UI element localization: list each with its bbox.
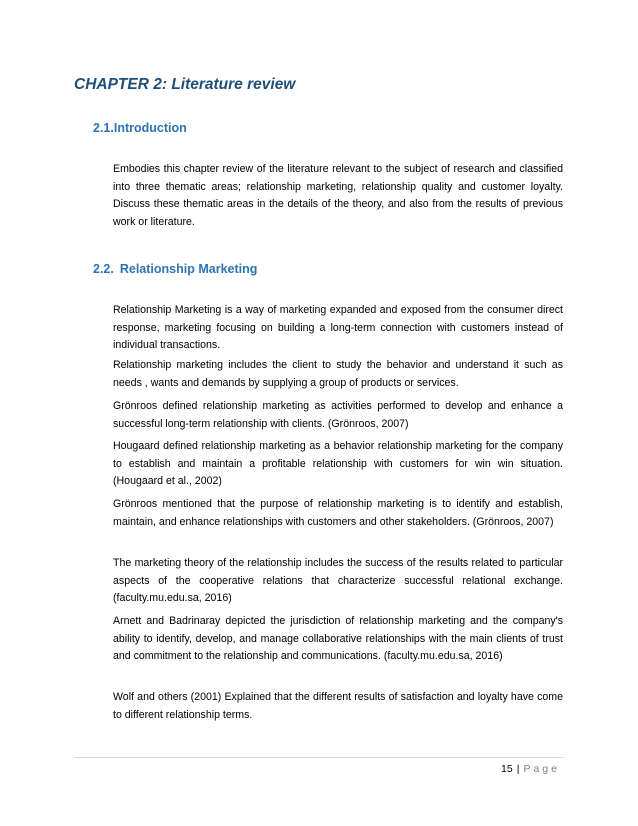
- section-title: Introduction: [113, 121, 187, 135]
- section-heading-relationship-marketing: [93, 262, 257, 276]
- paragraph: Embodies this chapter review of the literature relevant to the subject of research and classified into three thematic areas; relationship marketing, relationship quality and customer loyalty. Discuss these thematic areas in the details of the theory, and also from the results of previous work or literature.: [113, 163, 563, 228]
- paragraph: Relationship Marketing is a way of marketing expanded and exposed from the consumer direct response, marketing focusing on building a long-term connection with customers instead of individual transactions.: [113, 304, 563, 352]
- section-number: 2.1.: [93, 121, 114, 135]
- page-footer: [501, 763, 560, 775]
- paragraph: Arnett and Badrinaray depicted the jurisdiction of relationship marketing and the company's ability to identify, develop, and manage collaborative relationships with the main clients of trust and commitment to the relationship and communications. (faculty.mu.edu.sa, 2016): [113, 615, 563, 663]
- footer-separator: |: [516, 763, 520, 775]
- section-number: 2.2.: [93, 262, 114, 276]
- paragraph: Hougaard defined relationship marketing as a behavior relationship marketing for the company to establish and maintain a profitable relationship with customers for win win situation. (Hougaard et al., 2002): [113, 440, 563, 488]
- paragraph: Grönroos mentioned that the purpose of relationship marketing is to identify and establish, maintain, and enhance relationships with customers and other stakeholders. (Grönroos, 2007): [113, 498, 563, 528]
- paragraph: Grönroos defined relationship marketing as activities performed to develop and enhance a successful long-term relationship with clients. (Grönroos, 2007): [113, 400, 563, 430]
- chapter-title: CHAPTER 2: Literature review: [74, 76, 296, 93]
- page-number: 15: [501, 763, 513, 775]
- footer-divider: [74, 757, 564, 758]
- paragraph: The marketing theory of the relationship includes the success of the results related to particular aspects of the cooperative relations that characterize successful relational exchange. (faculty.mu.edu.sa, 2016): [113, 557, 563, 605]
- paragraph: Relationship marketing includes the client to study the behavior and understand it such as needs , wants and demands by supplying a group of products or services.: [113, 359, 563, 389]
- section-heading-introduction: [93, 121, 187, 135]
- section-title: Relationship Marketing: [119, 262, 258, 276]
- paragraph: Wolf and others (2001) Explained that the different results of satisfaction and loyalty have come to different relationship terms.: [113, 691, 563, 721]
- page-label: Page: [523, 763, 560, 775]
